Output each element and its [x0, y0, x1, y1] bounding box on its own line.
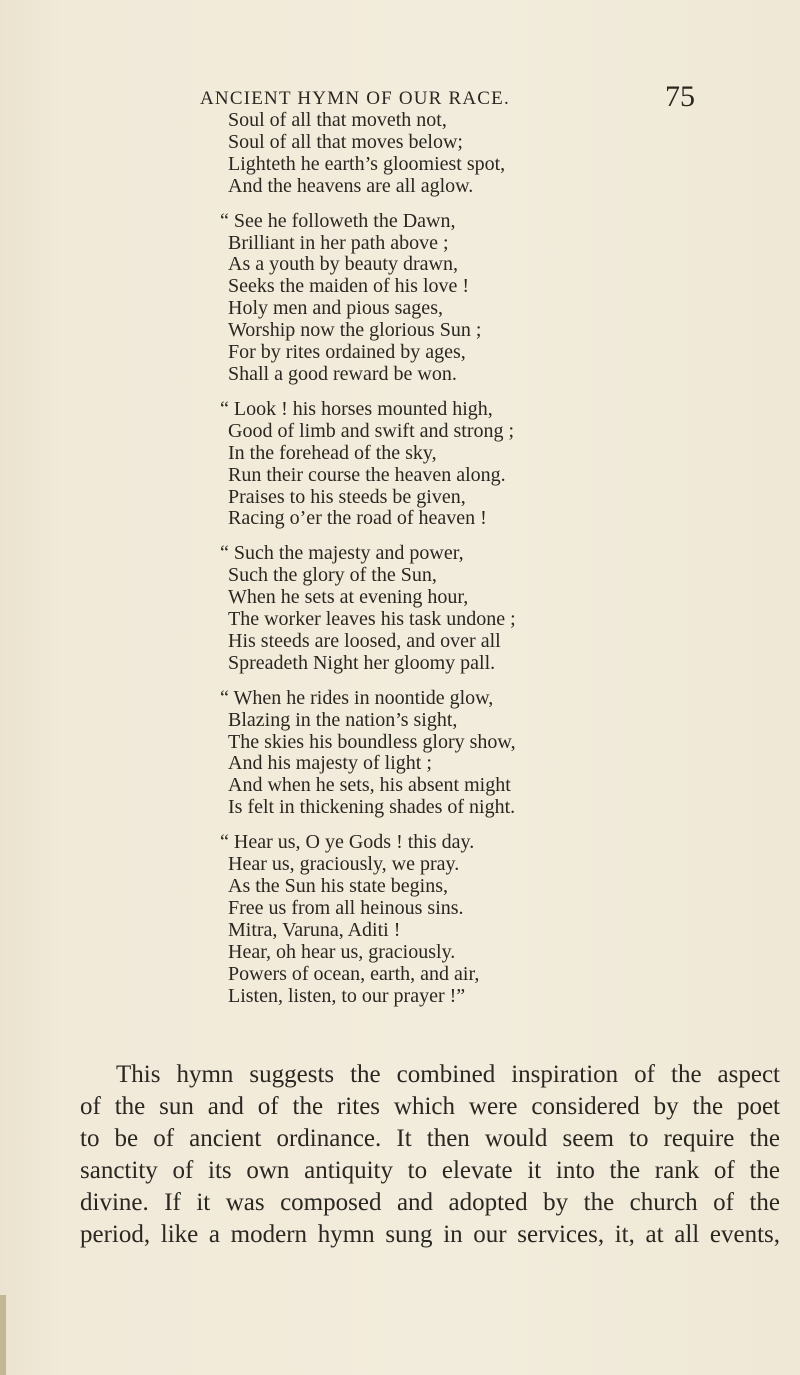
- stanza: [220, 686, 788, 819]
- poem-line: Praises to his steeds be given,: [228, 485, 466, 508]
- poem-line: And the heavens are all aglow.: [228, 174, 474, 197]
- page-edge-shadow: [0, 1295, 6, 1375]
- poem-line: Good of limb and swift and strong ;: [228, 419, 515, 442]
- poem-line: “ When he rides in noontide glow,: [220, 686, 494, 709]
- poem-line: Hear us, graciously, we pray.: [228, 853, 460, 876]
- poem-line: Hear, oh hear us, graciously.: [228, 940, 456, 963]
- paragraph-line: of the sun and of the rites which were considered by the poet: [80, 1093, 780, 1120]
- hymn-poem: [220, 109, 788, 1020]
- paragraph-line: to be of ancient ordinance. It then would seem to require the: [80, 1125, 780, 1152]
- poem-line: As the Sun his state begins,: [228, 875, 448, 897]
- poem-line: Soul of all that moves below;: [228, 130, 463, 153]
- poem-line: Is felt in thickening shades of night.: [228, 796, 516, 819]
- poem-line: Soul of all that moveth not,: [228, 109, 447, 131]
- poem-line: Mitra, Varuna, Aditi !: [228, 918, 401, 941]
- poem-line: Blazing in the nation’s sight,: [228, 708, 458, 731]
- paragraph-line: period, like a modern hymn sung in our services, it, at all events,: [80, 1221, 780, 1248]
- poem-line: In the forehead of the sky,: [228, 441, 437, 464]
- poem-line: Run their course the heaven along.: [228, 463, 506, 486]
- poem-line: Free us from all heinous sins.: [228, 896, 464, 919]
- poem-line: Shall a good reward be won.: [228, 362, 457, 385]
- paragraph-line: This hymn suggests the combined inspiration of the aspect: [116, 1061, 780, 1088]
- poem-line: “ Hear us, O ye Gods ! this day.: [220, 831, 475, 854]
- poem-line: “ Look ! his horses mounted high,: [220, 397, 493, 420]
- poem-line: His steeds are loosed, and over all: [228, 629, 501, 652]
- poem-line: As a youth by beauty drawn,: [228, 253, 458, 276]
- poem-line: For by rites ordained by ages,: [228, 341, 466, 364]
- body-paragraph: [80, 1059, 780, 1251]
- poem-line: Spreadeth Night her gloomy pall.: [228, 651, 496, 674]
- poem-line: Lighteth he earth’s gloomiest spot,: [228, 152, 506, 175]
- running-head: ANCIENT HYMN OF OUR RACE.: [200, 88, 510, 109]
- poem-line: Holy men and pious sages,: [228, 297, 443, 320]
- page-number: 75: [665, 80, 695, 113]
- poem-line: The skies his boundless glory show,: [228, 730, 516, 753]
- poem-line: And when he sets, his absent might: [228, 774, 511, 797]
- poem-line: Racing o’er the road of heaven !: [228, 507, 487, 530]
- poem-line: “ See he followeth the Dawn,: [220, 209, 456, 232]
- stanza: [228, 110, 788, 198]
- poem-line: Such the glory of the Sun,: [228, 564, 437, 587]
- poem-line: Listen, listen, to our prayer !”: [228, 984, 466, 1007]
- poem-line: The worker leaves his task undone ;: [228, 608, 516, 631]
- poem-line: Brilliant in her path above ;: [228, 231, 449, 254]
- stanza: [220, 397, 788, 530]
- stanza: [220, 209, 788, 386]
- poem-line: When he sets at evening hour,: [228, 586, 469, 609]
- poem-line: Seeks the maiden of his love !: [228, 275, 470, 298]
- poem-line: “ Such the majesty and power,: [220, 542, 464, 565]
- stanza: [220, 831, 788, 1007]
- poem-line: Powers of ocean, earth, and air,: [228, 962, 480, 985]
- poem-line: And his majesty of light ;: [228, 752, 432, 775]
- poem-line: Worship now the glorious Sun ;: [228, 319, 482, 342]
- paragraph-line: sanctity of its own antiquity to elevate it into the rank of the: [80, 1157, 780, 1184]
- paragraph-line: divine. If it was composed and adopted by the church of the: [80, 1189, 780, 1216]
- stanza: [220, 542, 788, 674]
